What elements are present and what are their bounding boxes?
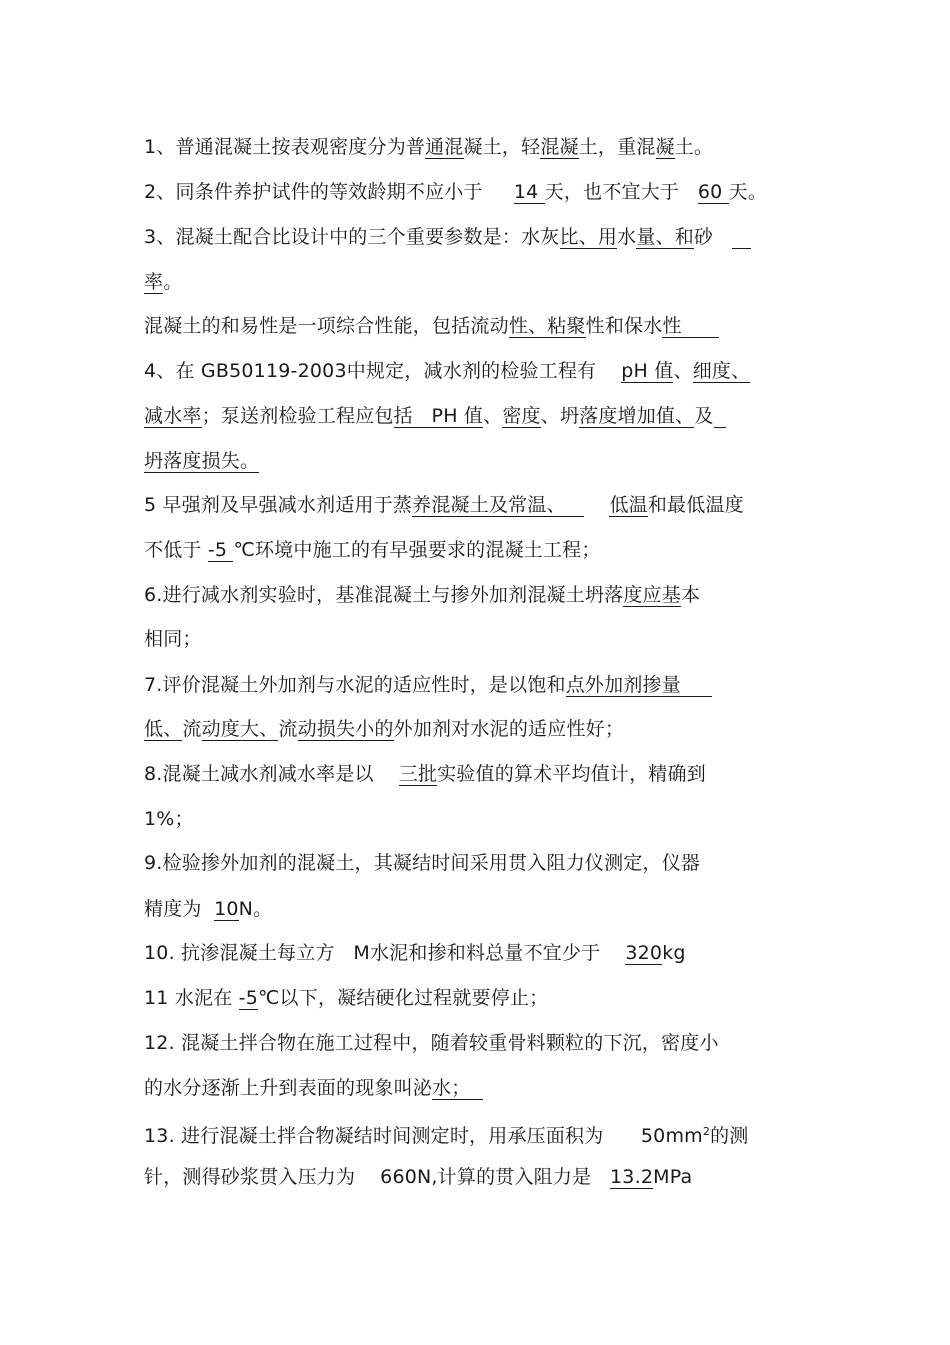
text-line — [144, 180, 767, 204]
text-segment: 外加剂对水泥的适应性好； — [393, 718, 625, 740]
underlined-answer: 坍落度损失。 — [144, 450, 260, 472]
text-line — [144, 897, 272, 921]
underlined-answer: 密度 — [502, 405, 541, 427]
text-segment: 相同； — [144, 628, 202, 650]
text-line — [144, 1076, 483, 1100]
underlined-answer: 14 — [513, 181, 545, 203]
underlined-answer: 细度、 — [692, 360, 751, 382]
text-line — [144, 225, 751, 249]
underlined-answer: 度应基 — [623, 584, 681, 606]
underlined-answer: 低温 — [609, 494, 648, 516]
underlined-answer: 凝 — [655, 136, 675, 158]
text-segment: 实验值的算术平均值计，精确到 — [437, 763, 706, 785]
underlined-answer: 13.2 — [610, 1166, 654, 1188]
text-line — [144, 270, 182, 294]
text-segment: 的测 — [710, 1125, 749, 1147]
text-segment: 流 — [182, 718, 202, 740]
text-line — [144, 493, 744, 517]
underlined-answer: 水； — [432, 1077, 483, 1099]
text-segment: 凝土，轻 — [463, 136, 541, 158]
text-segment: 12. 混凝土拌合物在施工过程中，随着较重骨料颗粒的下沉，密度小 — [144, 1032, 719, 1054]
underlined-answer: 率 — [144, 271, 164, 293]
text-line — [144, 135, 713, 159]
underlined-answer: 混凝 — [540, 136, 579, 158]
text-segment: 、坍 — [540, 405, 580, 427]
underlined-answer: 比、用 — [559, 226, 618, 248]
text-segment: 砂 — [693, 226, 732, 248]
text-line — [144, 359, 750, 383]
text-segment: MPa — [653, 1166, 693, 1188]
text-line — [144, 583, 700, 607]
underlined-answer: 量、和 — [636, 226, 694, 248]
text-line — [144, 314, 719, 338]
text-line — [144, 986, 548, 1010]
text-segment: 天，也不宜大于 — [544, 181, 698, 203]
text-segment: 6.进行减水剂实验时，基准混凝土与掺外加剂混凝土坍落 — [144, 584, 624, 606]
underlined-answer: 三批 — [398, 763, 438, 785]
text-line — [144, 673, 712, 697]
text-segment: 9.检验掺外加剂的混凝土，其凝结时间采用贯入阻力仪测定，仪器 — [144, 852, 701, 874]
underlined-answer: 320 — [625, 942, 663, 964]
text-line — [144, 717, 624, 741]
text-segment: 1%； — [144, 808, 194, 830]
text-segment: 及 — [694, 405, 714, 427]
text-segment: 5 早强剂及早强减水剂适用于蒸 — [144, 494, 413, 516]
text-segment: 的水分逐渐上升到表面的现象叫泌 — [144, 1077, 433, 1099]
text-segment: ℃以下，凝结硬化过程就要停止； — [258, 987, 549, 1009]
text-segment: 4、在 GB50119-2003中规定，减水剂的检验工程有 — [144, 360, 622, 382]
text-segment: 7.评价混凝土外加剂与水泥的适应性时，是以饱和 — [144, 674, 566, 696]
text-segment: 和最低温度 — [647, 494, 744, 516]
underlined-answer: 动度大、 — [201, 718, 279, 740]
text-segment: 土。 — [674, 136, 714, 158]
text-line — [144, 807, 194, 831]
underlined-answer: 减水率 — [144, 405, 202, 427]
text-segment: 针，测得砂浆贯入压力为 660N,计算的贯入阻力是 — [144, 1166, 610, 1188]
underlined-answer: 通混 — [425, 136, 464, 158]
text-segment: 、 — [483, 405, 503, 427]
text-segment — [584, 494, 609, 516]
text-segment: 10. 抗渗混凝土每立方 M水泥和掺和料总量不宜少于 — [144, 942, 626, 964]
text-segment: 性和保水 — [585, 315, 663, 337]
text-segment: ；泵送剂检验工程应包 — [201, 405, 394, 427]
text-line — [144, 538, 601, 562]
underlined-answer: 60 — [697, 181, 729, 203]
text-segment: 13. 进行混凝土拌合物凝结时间测定时，用承压面积为 50mm — [144, 1125, 703, 1147]
text-line — [144, 1031, 719, 1055]
underlined-answer: pH 值 — [621, 360, 674, 382]
underlined-answer: 养混凝土及常温、 — [412, 494, 585, 516]
underlined-answer: 点外加剂掺量 — [565, 674, 713, 696]
text-line — [144, 627, 202, 651]
underlined-answer: -5 — [207, 539, 234, 561]
underlined-answer: 性、粘聚 — [508, 315, 586, 337]
text-line — [144, 762, 706, 786]
text-segment: 1、普通混凝土按表观密度分为普 — [144, 136, 426, 158]
text-segment: 流 — [278, 718, 298, 740]
text-segment: ℃环境中施工的有早强要求的混凝土工程； — [233, 539, 601, 561]
text-segment: 不低于 — [144, 539, 208, 561]
text-segment: 土，重混 — [578, 136, 656, 158]
underlined-answer: -5 — [238, 987, 259, 1009]
text-segment: 本 — [680, 584, 701, 606]
text-line — [144, 404, 726, 428]
text-line — [144, 851, 700, 875]
underlined-answer: 10 — [214, 898, 239, 920]
underlined-answer: 低、 — [144, 718, 183, 740]
underlined-answer — [714, 405, 726, 428]
text-segment: N。 — [238, 898, 273, 920]
text-segment: 11 水泥在 — [144, 987, 239, 1009]
underlined-answer: 括 PH 值 — [393, 405, 484, 427]
underlined-answer — [732, 226, 751, 249]
text-segment: 。 — [163, 271, 183, 293]
text-segment: 8.混凝土减水剂减水率是以 — [144, 763, 399, 785]
text-segment: 、 — [673, 360, 693, 382]
text-line — [144, 1120, 749, 1148]
superscript: 2 — [702, 1125, 711, 1138]
text-line — [144, 1165, 692, 1189]
underlined-answer: 落度增加值、 — [579, 405, 695, 427]
text-line — [144, 941, 686, 965]
underlined-answer: 性 — [662, 315, 720, 337]
text-line — [144, 449, 259, 473]
text-segment: kg — [662, 942, 686, 964]
text-segment: 混凝土的和易性是一项综合性能，包括流动 — [144, 315, 509, 337]
text-segment: 3、混凝土配合比设计中的三个重要参数是：水灰 — [144, 226, 560, 248]
underlined-answer: 动损失小的 — [297, 718, 394, 740]
text-segment: 水 — [617, 226, 637, 248]
text-segment: 精度为 — [144, 898, 215, 920]
text-segment: 2、同条件养护试件的等效龄期不应小于 — [144, 181, 514, 203]
text-segment: 天。 — [728, 181, 768, 203]
